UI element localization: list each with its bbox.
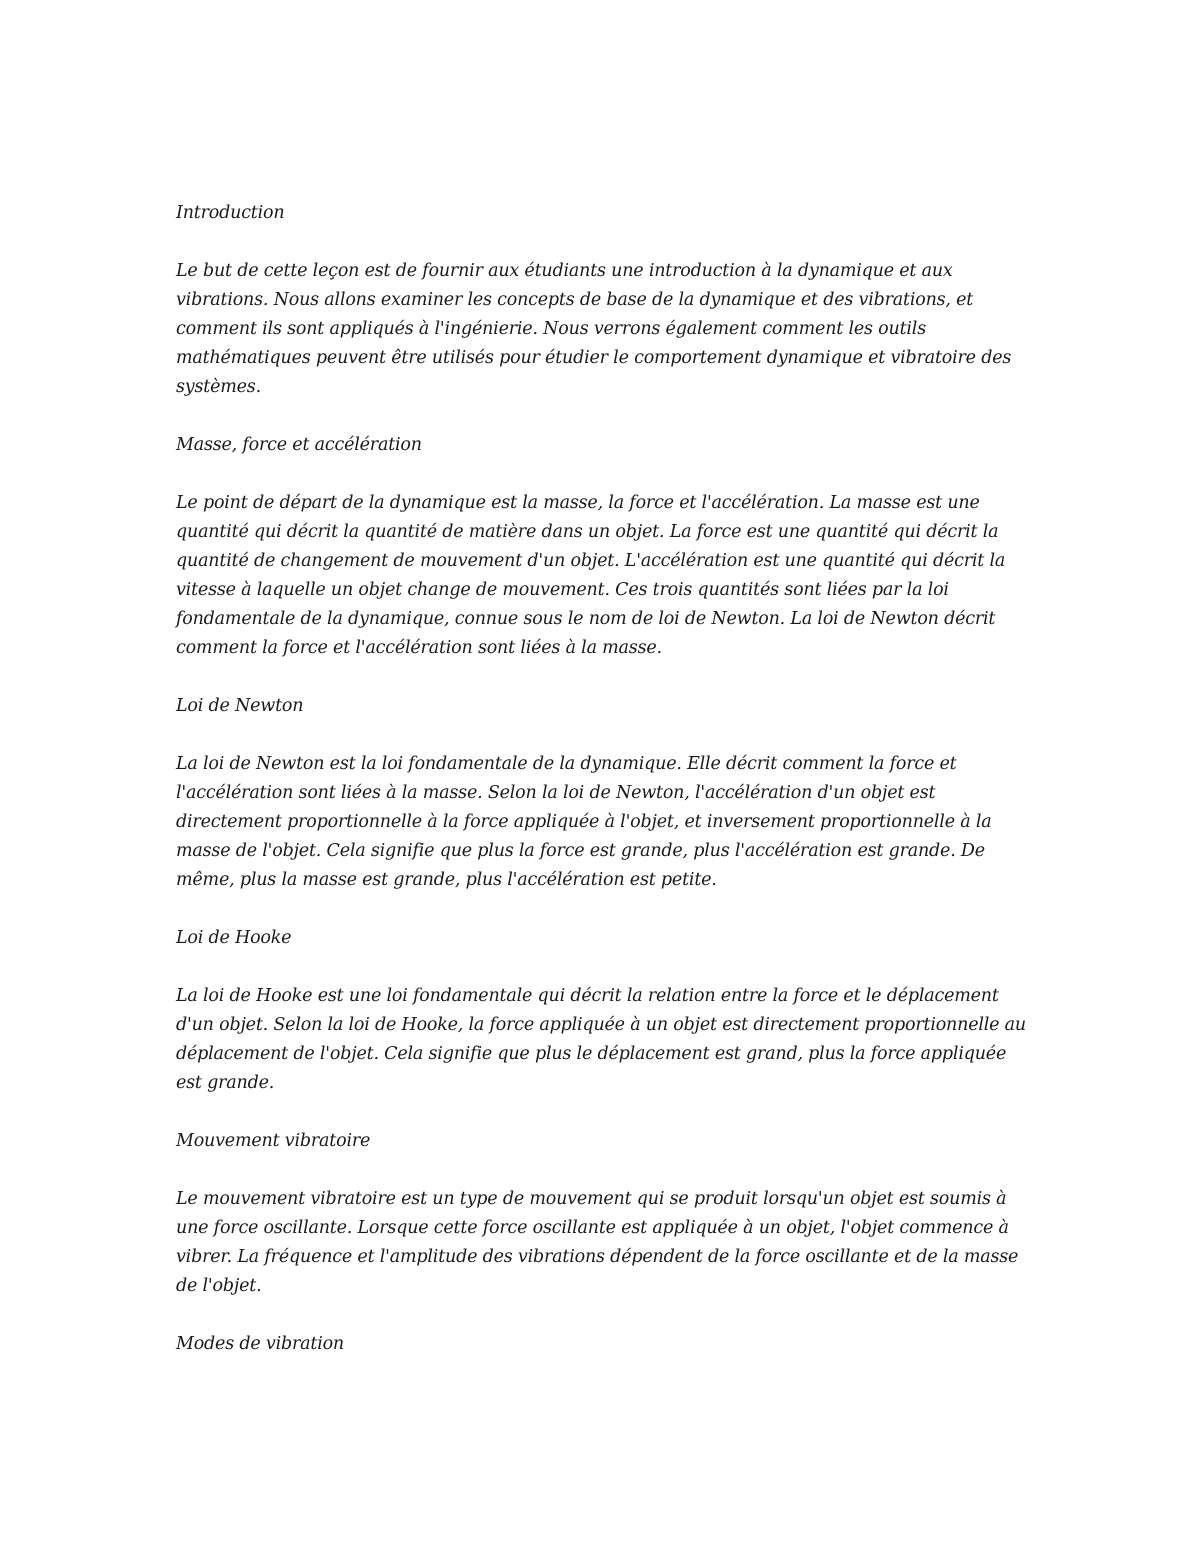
section-paragraph-introduction: Le but de cette leçon est de fournir aux étudiants une introduction à la dynamique et aux vibrations. Nous allons examiner les concepts de base de la dynamique et des vibrations, et comment ils sont appliqués à l'ingénierie. Nous verrons également comment les outils mathématiques peuvent être utilisés pour étudier le comportement dynamique et vibratoire des systèmes. xyxy=(176,261,1012,397)
section-heading-loi-de-newton: Loi de Newton xyxy=(176,696,304,716)
section-paragraph-loi-de-newton: La loi de Newton est la loi fondamentale de la dynamique. Elle décrit comment la force et l'accélération sont liées à la masse. Selon la loi de Newton, l'accélération d'un objet est directement proportionnelle à la force appliquée à l'objet, et inversement proportionnelle à la masse de l'objet. Cela signifie que plus la force est grande, plus l'accélération est grande. De même, plus la masse est grande, plus l'accélération est petite. xyxy=(176,754,992,890)
section-heading-loi-de-hooke: Loi de Hooke xyxy=(176,928,292,948)
section-heading-masse-force-acceleration: Masse, force et accélération xyxy=(176,435,422,455)
section-paragraph-loi-de-hooke: La loi de Hooke est une loi fondamentale qui décrit la relation entre la force et le déplacement d'un objet. Selon la loi de Hooke, la force appliquée à un objet est directement proportionnelle au déplacement de l'objet. Cela signifie que plus le déplacement est grand, plus la force appliquée est grande. xyxy=(176,986,1026,1093)
section-paragraph-masse-force-acceleration: Le point de départ de la dynamique est la masse, la force et l'accélération. La masse est une quantité qui décrit la quantité de matière dans un objet. La force est une quantité qui décrit la quantité de changement de mouvement d'un objet. L'accélération est une quantité qui décrit la vitesse à laquelle un objet change de mouvement. Ces trois quantités sont liées par la loi fondamentale de la dynamique, connue sous le nom de loi de Newton. La loi de Newton décrit comment la force et l'accélération sont liées à la masse. xyxy=(176,493,1006,658)
section-paragraph-mouvement-vibratoire: Le mouvement vibratoire est un type de mouvement qui se produit lorsqu'un objet est soumis à une force oscillante. Lorsque cette force oscillante est appliquée à un objet, l'objet commence à vibrer. La fréquence et l'amplitude des vibrations dépendent de la force oscillante et de la masse de l'objet. xyxy=(176,1189,1019,1296)
section-heading-modes-de-vibration: Modes de vibration xyxy=(176,1334,344,1354)
document-body xyxy=(176,199,1032,1388)
section-heading-introduction: Introduction xyxy=(176,203,285,223)
section-heading-mouvement-vibratoire: Mouvement vibratoire xyxy=(176,1131,371,1151)
